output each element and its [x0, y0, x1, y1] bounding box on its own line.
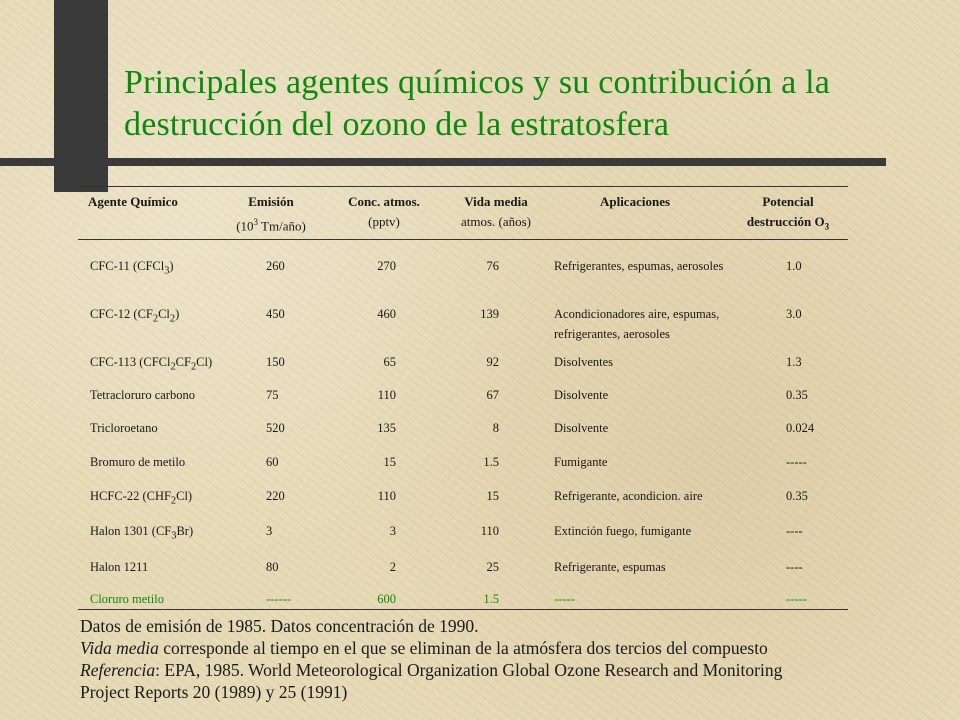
- cell-potencial: ----: [786, 524, 803, 538]
- cell-conc: 3: [389, 524, 396, 538]
- header-conc: [334, 192, 434, 232]
- header-emision-unit-pre: (10: [236, 218, 254, 234]
- cell-emision: 3: [266, 524, 273, 538]
- cell-potencial: ----: [786, 560, 803, 574]
- decorative-horizontal-bar: [0, 158, 886, 166]
- cell-agente: Cloruro metilo: [90, 592, 164, 606]
- cell-vida: 92: [486, 355, 499, 369]
- table-row: [0, 256, 960, 296]
- cell-vida: 1.5: [483, 455, 499, 469]
- cell-emision: ------: [266, 592, 291, 606]
- header-vida-label: Vida media: [464, 194, 528, 209]
- cell-potencial: 0.35: [786, 489, 808, 503]
- table-row: [0, 304, 960, 344]
- cell-agente: HCFC-22 $(CHF_2Cl)$: [90, 489, 193, 507]
- header-emision: [226, 192, 316, 236]
- footnote-line-3: [80, 659, 960, 681]
- header-conc-label: Conc. atmos.: [348, 194, 420, 209]
- cell-conc: 65: [383, 355, 396, 369]
- cell-potencial: 1.3: [786, 355, 802, 369]
- header-conc-unit: (pptv): [368, 214, 400, 229]
- cell-vida: 8: [492, 421, 499, 435]
- slide-title-line-2: destrucción del ozono de la estratosfera: [124, 106, 670, 143]
- header-potencial-unit-text: destrucción O: [746, 214, 825, 229]
- cell-agente: Halon 1301 $(CF_3Br)$: [90, 524, 194, 542]
- footnote-line-3-text: : EPA, 1985. World Meteorological Organization Global Ozone Research and Monitoring: [155, 660, 783, 680]
- header-emision-unit-post: Tm/año): [258, 218, 306, 234]
- header-emision-unit-exp: 3: [253, 217, 259, 227]
- footnote-line-2: [80, 637, 960, 659]
- footnote-line-1: Datos de emisión de 1985. Datos concentración de 1990.: [80, 616, 479, 636]
- cell-potencial: -----: [786, 455, 807, 469]
- table-top-rule: [78, 186, 848, 187]
- cell-conc: 135: [377, 421, 396, 435]
- cell-aplicaciones: Acondicionadores aire, espumas, refrigerantes, aerosoles: [554, 307, 720, 341]
- cell-vida: 1.5: [483, 592, 499, 606]
- header-aplicaciones-label: Aplicaciones: [599, 194, 671, 209]
- cell-aplicaciones: Disolvente: [554, 388, 609, 402]
- cell-emision: 60: [266, 455, 279, 469]
- cell-conc: 460: [377, 307, 396, 321]
- cell-agente: Halon 1211: [90, 560, 149, 574]
- cell-emision: 220: [266, 489, 285, 503]
- cell-agente: CFC-11 (CFCl$_3$): [90, 259, 174, 277]
- cell-agente: Bromuro de metilo: [90, 455, 186, 469]
- header-agente-label: Agente Químico: [88, 194, 178, 209]
- slide-title-line-1: Principales agentes químicos y su contribución a la: [124, 64, 831, 101]
- header-emision-label: Emisión: [248, 194, 294, 209]
- header-agente: [88, 192, 178, 212]
- cell-aplicaciones: -----: [554, 592, 575, 606]
- table-row: [0, 521, 960, 561]
- header-potencial-unit-sub: 3: [824, 221, 830, 232]
- cell-aplicaciones: Extinción fuego, fumigante: [554, 524, 692, 538]
- cell-emision: 75: [266, 388, 279, 402]
- cell-vida: 110: [480, 524, 499, 538]
- cell-emision: 520: [266, 421, 285, 435]
- cell-vida: 76: [486, 259, 499, 273]
- cell-aplicaciones: Refrigerante, espumas: [554, 560, 666, 574]
- cell-aplicaciones: Disolventes: [554, 355, 614, 369]
- cell-conc: 110: [377, 388, 396, 402]
- cell-potencial: 1.0: [786, 259, 802, 273]
- cell-vida: 15: [486, 489, 499, 503]
- footnotes: [80, 615, 960, 703]
- header-aplicaciones: [580, 192, 690, 212]
- cell-agente: CFC-12 $(CF_2Cl_2)$: [90, 307, 180, 325]
- cell-aplicaciones: Fumigante: [554, 455, 608, 469]
- header-potencial-unit: [728, 212, 848, 237]
- cell-agente: Tetracloruro carbono: [90, 388, 195, 402]
- table-header-rule: [78, 239, 848, 240]
- cell-agente: CFC-113 $(CFCl_2CF_2Cl)$: [90, 355, 213, 373]
- cell-potencial: 0.024: [786, 421, 815, 435]
- header-emision-unit: [226, 212, 316, 236]
- cell-emision: 150: [266, 355, 285, 369]
- cell-agente: Tricloroetano: [90, 421, 158, 435]
- cell-vida: 25: [486, 560, 499, 574]
- footnote-line-4: Project Reports 20 (1989) y 25 (1991): [80, 682, 348, 702]
- header-vida-unit: atmos. (años): [460, 214, 532, 229]
- header-potencial: [728, 192, 848, 237]
- table-row: [0, 486, 960, 526]
- cell-emision: 450: [266, 307, 285, 321]
- cell-emision: 260: [266, 259, 285, 273]
- cell-potencial: 3.0: [786, 307, 802, 321]
- header-potencial-label: Potencial: [762, 194, 814, 209]
- cell-aplicaciones: Refrigerante, acondicion. aire: [554, 489, 703, 503]
- cell-potencial: 0.35: [786, 388, 808, 402]
- slide-title: [124, 62, 924, 146]
- cell-conc: 110: [377, 489, 396, 503]
- cell-conc: 600: [377, 592, 396, 606]
- cell-emision: 80: [266, 560, 279, 574]
- cell-conc: 2: [389, 560, 396, 574]
- footnote-line-3-emphasis: Referencia: [80, 660, 156, 680]
- footnote-line-2-emphasis: Vida media: [80, 638, 159, 658]
- cell-conc: 15: [383, 455, 396, 469]
- cell-aplicaciones: Disolvente: [554, 421, 609, 435]
- cell-vida: 139: [480, 307, 499, 321]
- cell-potencial: -----: [786, 592, 807, 606]
- header-vida: [446, 192, 546, 232]
- footnote-line-2-text: corresponde al tiempo en el que se eliminan de la atmósfera dos tercios del compuesto: [158, 638, 768, 658]
- cell-aplicaciones: Refrigerantes, espumas, aerosoles: [554, 259, 724, 273]
- cell-conc: 270: [377, 259, 396, 273]
- cell-vida: 67: [486, 388, 499, 402]
